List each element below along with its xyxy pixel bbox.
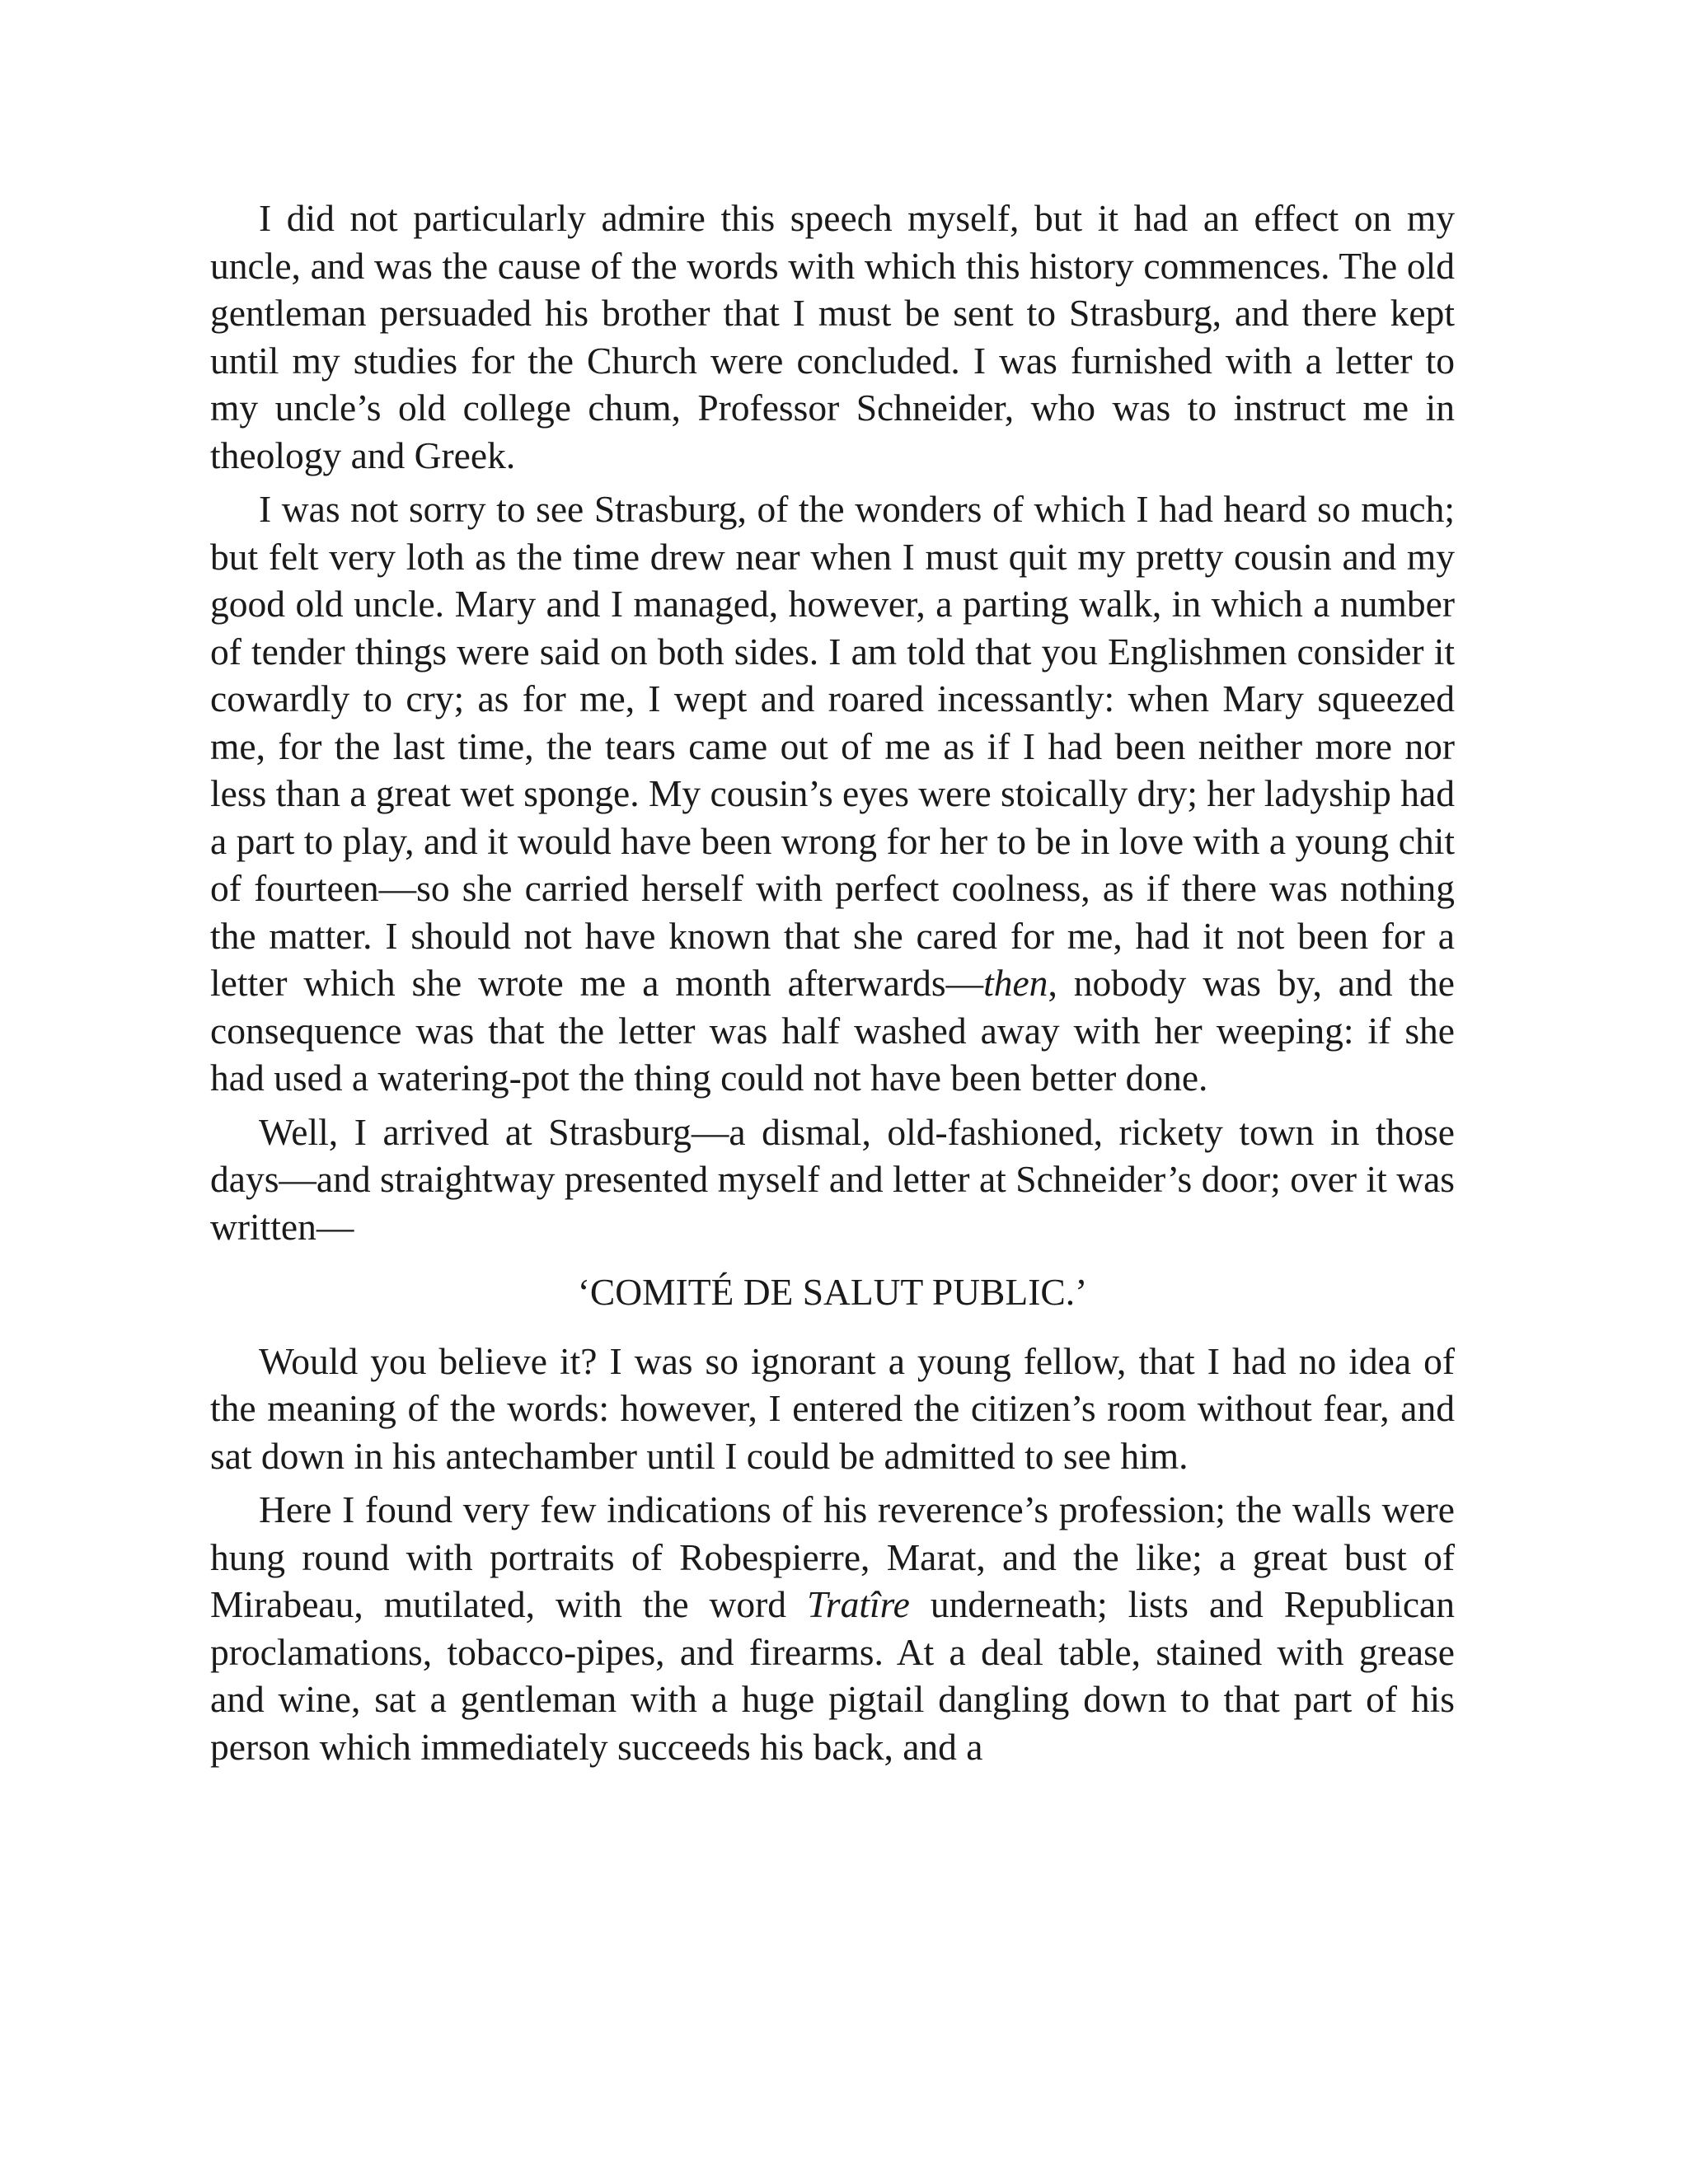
paragraph-antechamber: Would you believe it? I was so ignorant a young fellow, that I had no idea of the meaning of the words: however, I entered the citizen’s room without fear, and sat down in his antechamber until I could be admitted to see him. [210, 1339, 1455, 1477]
paragraph-arrival-strasburg: Well, I arrived at Strasburg—a dismal, old-fashioned, rickety town in those days—and straightway presented myself and letter at Schneider’s door; over it was written— [210, 1110, 1455, 1248]
paragraph-parting-walk-text-after: , nobody was by, and the consequence was that the letter was half washed away with her weeping: if she had used a watering-pot the thing could not have been better done. [210, 962, 1455, 1099]
paragraph-parting-walk-text: I was not sorry to see Strasburg, of the wonders of which I had heard so much; but felt very loth as the time drew near when I must quit my pretty cousin and my good old uncle. Mary and I managed, however, a parting walk, in which a number of tender things were said on both sides. I am told that you Englishmen consider it cowardly to cry; as for me, I wept and roared incessantly: when Mary squeezed me, for the last time, the tears came out of me as if I had been neither more nor less than a great wet sponge. My cousin’s eyes were stoically dry; her ladyship had a part to play, and it would have been wrong for her to be in love with a young chit of fourteen—so she carried herself with perfect coolness, as if there was nothing the matter. I should not have known that she cared for me, had it not been for a letter which she wrote me a month afterwards— [210, 488, 1455, 1004]
italic-then: then [983, 962, 1048, 1004]
paragraph-parting-walk [210, 485, 1455, 1102]
italic-tratire: Tratîre [807, 1583, 910, 1625]
paragraph-schneider-room [210, 1486, 1455, 1770]
paragraph-schneider-room-text-after: underneath; lists and Republican proclamations, tobacco-pipes, and firearms. At a deal table, stained with grease and wine, sat a gentleman with a huge pigtail dangling down to that part of his person which immediately succeeds his back, and a [210, 1583, 1455, 1768]
page-text [210, 194, 1455, 1777]
paragraph-uncle-decision: I did not particularly admire this speech myself, but it had an effect on my uncle, and was the cause of the words with which this history commences. The old gentleman persuaded his brother that I must be sent to Strasburg, and there kept until my studies for the Church were concluded. I was furnished with a letter to my uncle’s old college chum, Professor Schneider, who was to instruct me in theology and Greek. [210, 197, 1455, 476]
paragraph-schneider-room-text: Here I found very few indications of his reverence’s profession; the walls were hung round with portraits of Robespierre, Marat, and the like; a great bust of Mirabeau, mutilated, with the word [210, 1488, 1455, 1625]
door-inscription: ‘COMITÉ DE SALUT PUBLIC.’ [577, 1271, 1088, 1313]
